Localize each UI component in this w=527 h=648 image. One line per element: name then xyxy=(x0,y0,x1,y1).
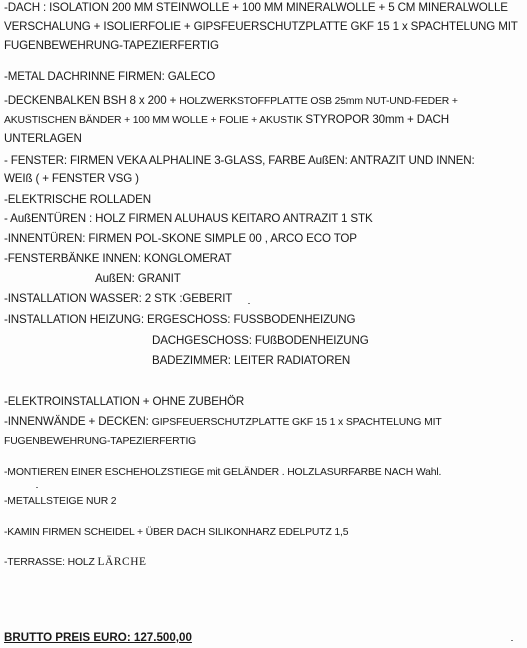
text-fensterbaenke: -FENSTERBÄNKE INNEN: KONGLOMERAT xyxy=(4,252,232,265)
text-innenwaende-a: -INNENWÄNDE + DECKEN: xyxy=(4,415,152,428)
text-aussentueren: - AußENTÜREN : HOLZ FIRMEN ALUHAUS KEITARO ANTRAZIT 1 STK xyxy=(4,212,373,225)
text-line-kamin xyxy=(4,525,348,540)
text-rolladen: -ELEKTRISCHE ROLLADEN xyxy=(4,193,151,206)
text-line-aussen-granit xyxy=(95,272,181,286)
text-line-metallsteige xyxy=(4,494,116,509)
text-metallsteige: -METALLSTEIGE NUR 2 xyxy=(4,496,117,507)
text-line-deckenbalken xyxy=(4,94,458,109)
text-line-wasser xyxy=(4,292,232,306)
text-line-heizung xyxy=(4,313,355,327)
text-unterlagen: UNTERLAGEN xyxy=(4,132,82,145)
text-line-innenwaende xyxy=(4,415,442,430)
text-deckenbalken-a: -DECKENBALKEN BSH 8 x 200 + xyxy=(4,94,180,107)
text-stiege-a: -MONTIEREN EINER ESCHEHOLZSTIEGE mit GELÄNDER . xyxy=(4,467,288,478)
text-terrasse-b: LÄRCHE xyxy=(97,556,147,568)
text-elektro: -ELEKTROINSTALLATION + OHNE ZUBEHÖR xyxy=(4,395,245,408)
text-stiege-b: HOLZLASURFARBE NACH Wahl. xyxy=(287,467,442,478)
text-line-badezimmer xyxy=(152,354,350,368)
scan-speck xyxy=(248,303,250,304)
text-innenwaende-b: GIPSFEUERSCHUTZPLATTE GKF 15 1 x SPACHTELUNG MIT xyxy=(151,417,442,428)
text-line-dachgeschoss xyxy=(152,334,369,348)
text-line-akustik xyxy=(4,113,449,128)
text-deckenbalken-b: HOLZWERKSTOFFPLATTE OSB 25mm NUT-UND-FEDER + xyxy=(179,96,458,107)
text-line-dachrinne xyxy=(4,70,215,84)
text-dachgeschoss: DACHGESCHOSS: FUßBODENHEIZUNG xyxy=(152,334,369,347)
gross-price: BRUTTO PREIS EURO: 127.500,00 xyxy=(4,631,192,644)
text-line-innentueren xyxy=(4,232,357,246)
scan-speck xyxy=(36,487,38,488)
text-terrasse-a: -TERRASSE: HOLZ xyxy=(4,557,98,568)
text-dach-3: FUGENBEWEHRUNG-TAPEZIERFERTIG xyxy=(4,39,219,52)
text-line-unterlagen xyxy=(4,132,82,146)
text-kamin: -KAMIN FIRMEN SCHEIDEL + ÜBER DACH SILIKONHARZ EDELPUTZ 1,5 xyxy=(4,527,349,538)
text-line-fugen-2 xyxy=(4,434,196,449)
text-heizung: -INSTALLATION HEIZUNG: ERGESCHOSS: FUSSBODENHEIZUNG xyxy=(4,313,356,326)
text-line-fenster xyxy=(4,154,475,168)
text-line-fensterbaenke xyxy=(4,252,232,266)
text-akustik-a: AKUSTISCHEN BÄNDER + 100 MM WOLLE + FOLIE + AKUSTIK xyxy=(4,115,306,126)
text-line-fugen-1 xyxy=(4,39,219,53)
text-line-stiege xyxy=(4,465,441,480)
text-line-terrasse xyxy=(4,555,147,570)
text-line-verschalung xyxy=(4,20,518,34)
scan-speck xyxy=(511,640,513,641)
text-dach-2: VERSCHALUNG + ISOLIERFOLIE + GIPSFEUERSCHUTZPLATTE GKF 15 1 x SPACHTELUNG MIT xyxy=(4,20,518,33)
text-innentueren: -INNENTÜREN: FIRMEN POL-SKONE SIMPLE 00 , ARCO ECO TOP xyxy=(4,232,357,245)
text-line-dach xyxy=(4,1,508,15)
text-wasser: -INSTALLATION WASSER: 2 STK :GEBERIT xyxy=(4,292,233,305)
text-aussen-granit: AußEN: GRANIT xyxy=(95,272,181,285)
text-line-weiss xyxy=(4,172,139,186)
text-badezimmer: BADEZIMMER: LEITER RADIATOREN xyxy=(152,354,351,367)
text-fugen-2: FUGENBEWEHRUNG-TAPEZIERFERTIG xyxy=(4,436,197,447)
text-dachrinne: -METAL DACHRINNE FIRMEN: GALECO xyxy=(4,70,216,83)
text-akustik-b: STYROPOR 30mm + DACH xyxy=(305,113,449,126)
text-line-aussentueren xyxy=(4,212,373,226)
text-dach-1: -DACH : ISOLATION 200 MM STEINWOLLE + 100 MM MINERALWOLLE + 5 CM MINERALWOLLE xyxy=(4,1,508,14)
text-line-rolladen xyxy=(4,193,151,207)
text-line-elektro xyxy=(4,395,244,409)
text-fenster: - FENSTER: FIRMEN VEKA ALPHALINE 3-GLASS, FARBE AußEN: ANTRAZIT UND INNEN: xyxy=(4,154,475,167)
text-weiss: WEIß ( + FENSTER VSG ) xyxy=(4,172,139,185)
